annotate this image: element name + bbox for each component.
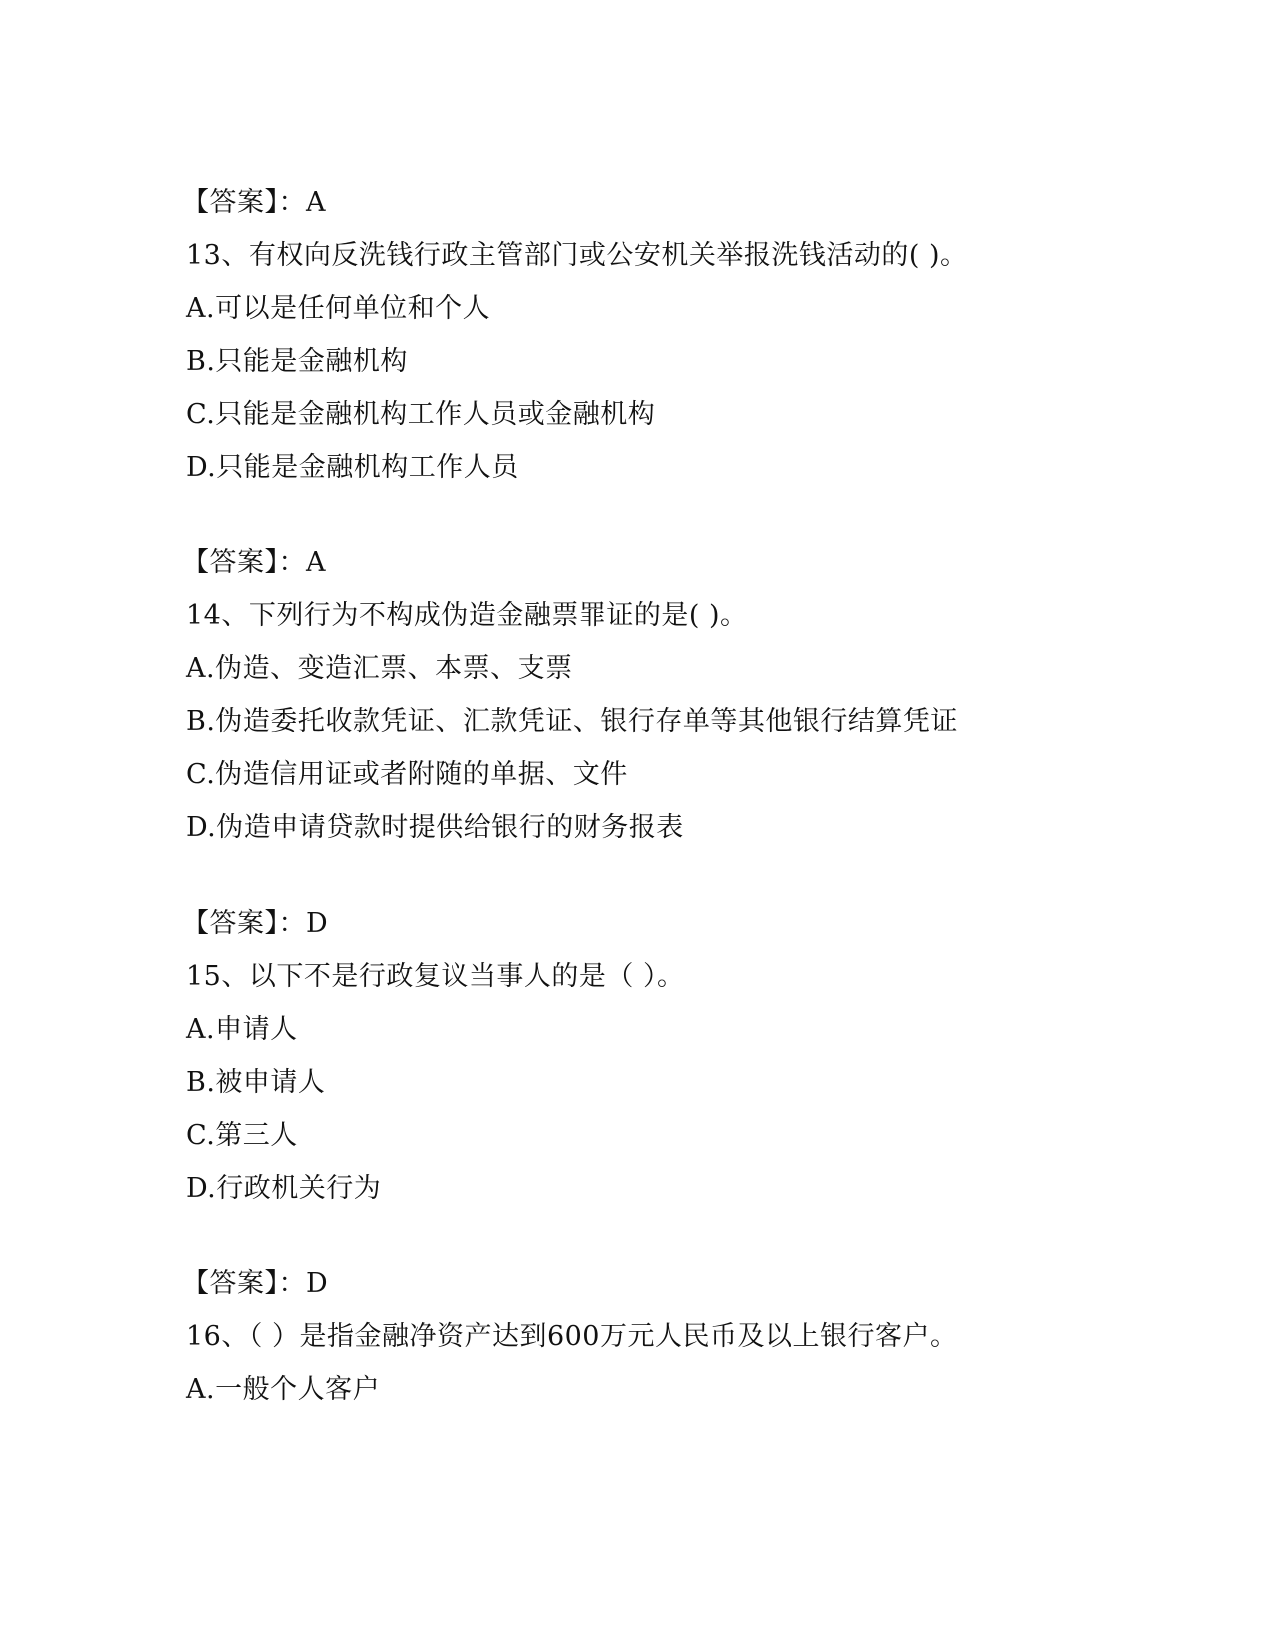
option-b: B.被申请人 [186, 1067, 326, 1098]
option-d: D.伪造申请贷款时提供给银行的财务报表 [186, 812, 684, 843]
option-a: A.申请人 [186, 1014, 298, 1045]
option-b: B.只能是金融机构 [186, 346, 408, 377]
option-b: B.伪造委托收款凭证、汇款凭证、银行存单等其他银行结算凭证 [186, 706, 958, 737]
option-c: C.第三人 [186, 1120, 298, 1151]
question-14: 14、下列行为不构成伪造金融票罪证的是( )。 [186, 600, 748, 631]
answer-line: 【答案】：A [182, 547, 326, 578]
question-13: 13、有权向反洗钱行政主管部门或公安机关举报洗钱活动的( )。 [186, 240, 968, 271]
question-16: 16、（ ）是指金融净资产达到600万元人民币及以上银行客户。 [186, 1321, 958, 1352]
question-15: 15、以下不是行政复议当事人的是（ ）。 [186, 961, 685, 992]
option-d: D.行政机关行为 [186, 1173, 382, 1204]
option-a: A.一般个人客户 [186, 1374, 381, 1405]
option-a: A.可以是任何单位和个人 [186, 293, 491, 324]
option-c: C.伪造信用证或者附随的单据、文件 [186, 759, 628, 790]
answer-line: 【答案】：A [182, 187, 326, 218]
answer-line: 【答案】：D [182, 1268, 329, 1299]
option-a: A.伪造、变造汇票、本票、支票 [186, 653, 573, 684]
option-d: D.只能是金融机构工作人员 [186, 452, 519, 483]
answer-line: 【答案】：D [182, 908, 329, 939]
option-c: C.只能是金融机构工作人员或金融机构 [186, 399, 656, 430]
